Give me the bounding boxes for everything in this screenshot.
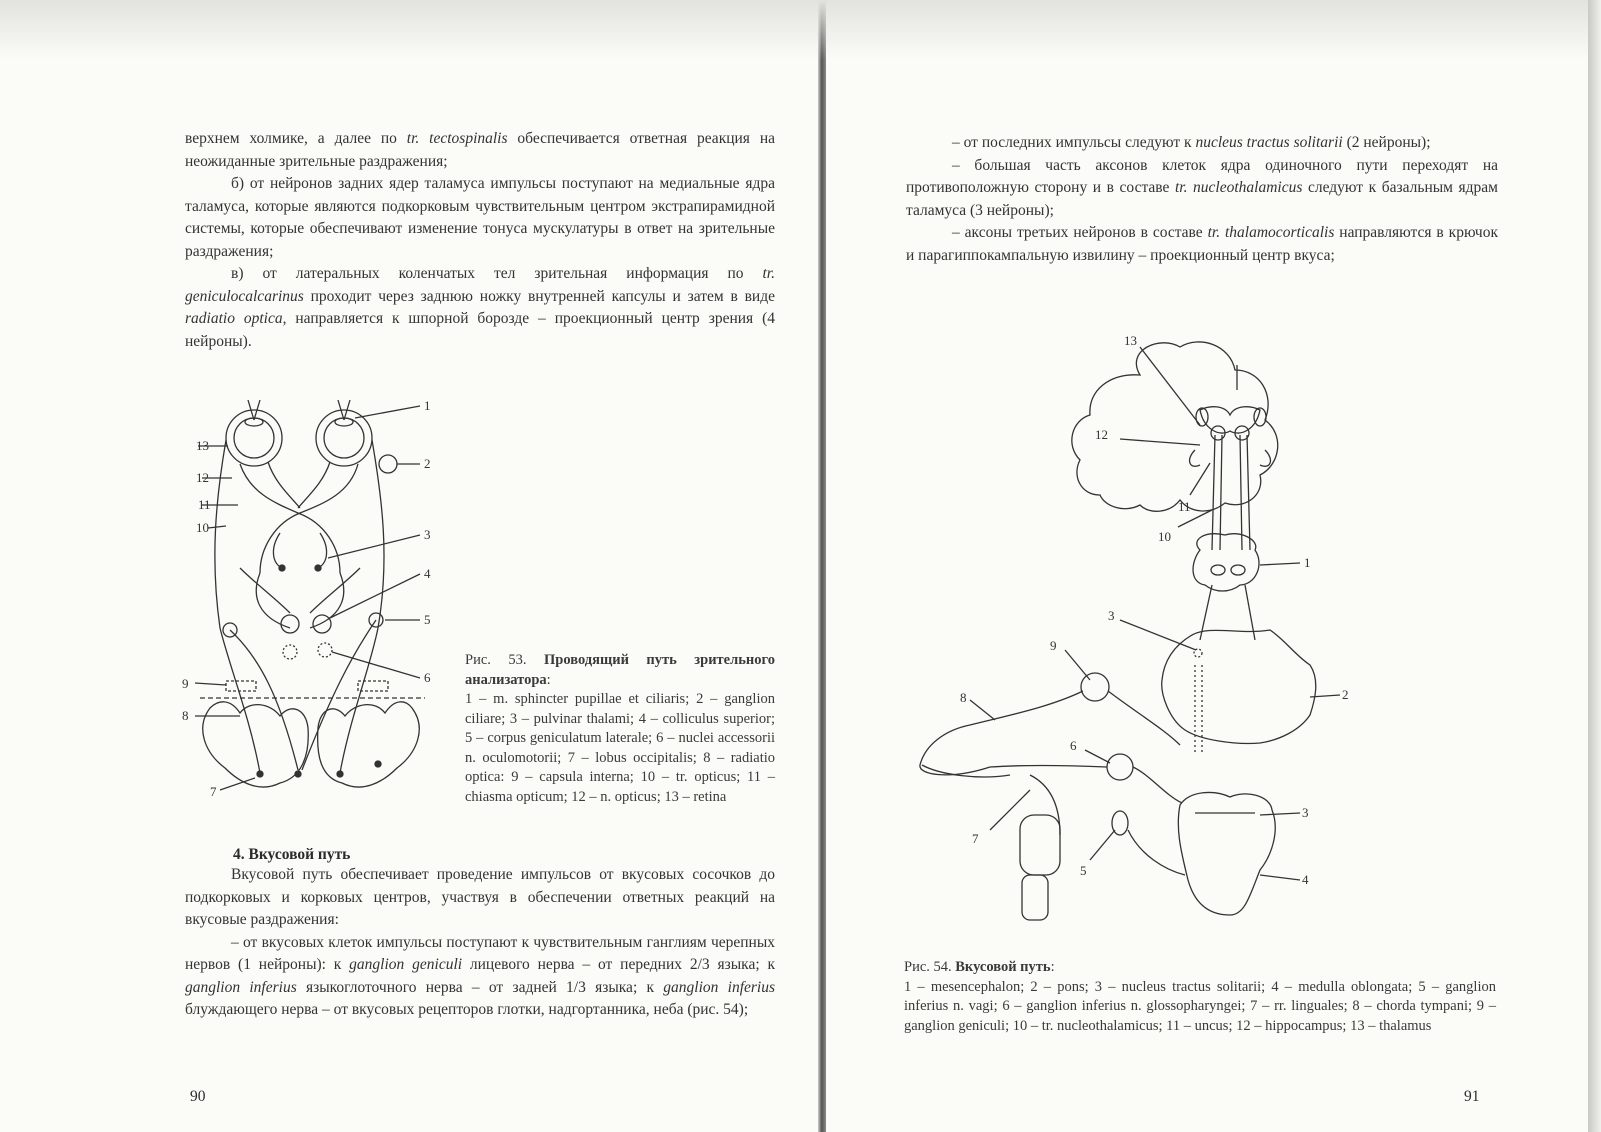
- ganglion-geniculi: [1081, 673, 1109, 701]
- figure-54-caption: [904, 958, 1496, 1036]
- page-number-right: 91: [1464, 1088, 1480, 1105]
- paragraph: – от вкусовых клеток импульсы поступают к чувствительным ганглиям черепных нервов (1 нейроны): к ganglion geniculi лицевого нерва – от передних 2/3 языка; к ganglion inferius языкоглоточного нерва – от задней 1/3 языка; к ganglion inferius блуждающего нерва – от вкусовых рецепторов глотки, надгортанника, неба (рис. 54);: [185, 933, 776, 1018]
- fig54-label: 13: [1124, 335, 1137, 348]
- right-body-text: [906, 132, 1498, 267]
- figure-53-caption: [465, 651, 775, 807]
- fig54-label: 10: [1158, 529, 1171, 544]
- fig53-label: 5: [424, 612, 431, 627]
- fig54-label: 5: [1080, 863, 1087, 878]
- fig54-label: 7: [972, 831, 979, 846]
- top-shadow: [0, 0, 1601, 60]
- book-gutter: [818, 0, 826, 1132]
- latin-term: radiatio optica: [185, 310, 283, 327]
- paragraph: Вкусовой путь обеспечивает проведение импульсов от вкусовых сосочков до подкорковых и корковых центров, участвуя в обеспечении ответных реакций на вкусовые раздражения:: [185, 866, 775, 928]
- figure-54-taste-pathway: [900, 335, 1350, 945]
- caption-title: Проводящий путь зрительного анализатора: [465, 652, 775, 688]
- caption-text: : 1 – m. sphincter pupillae et ciliaris; 2 – ganglion ciliare; 3 – pulvinar thalami; 4 – colliculus superior; 5 – corpus geniculatum laterale; 6 – nuclei accessorii n. oculomotorii; 7 – lobus occipitalis; 8 – radiatio optica: 9 – capsula interna; 10 – tr. opticus; 11 – chiasma opticum; 12 – n. opticus; 13 – retina: [465, 671, 775, 805]
- caption-text: : 1 – mesencephalon; 2 – pons; 3 – nucleus tractus solitarii; 4 – medulla oblongata; 5 – ganglion inferius n. vagi; 6 – ganglion inferius n. glossopharyngei; 7 – rr. linguales; 8 – chorda tympani; 9 – ganglion geniculi; 10 – tr. nucleothalamicus; 11 – uncus; 12 – hippocampus; 13 – thalamus: [904, 959, 1496, 1034]
- fig53-label: 13: [196, 438, 209, 453]
- latin-term: ganglion inferius: [663, 978, 776, 996]
- fig53-label: 6: [424, 670, 431, 685]
- fig53-label: 12: [196, 470, 209, 485]
- latin-term: ganglion inferius: [185, 978, 297, 996]
- pons: [1162, 630, 1316, 743]
- fig53-label: 4: [424, 566, 431, 581]
- left-body-text-top: [185, 128, 775, 353]
- latin-term: tr. nucleothalamicus: [1174, 179, 1303, 196]
- figure-54-labels: [960, 335, 1349, 887]
- figure-53-labels: [182, 398, 431, 799]
- fig54-label: 3: [1302, 805, 1309, 820]
- latin-term: tr. tectospinalis: [406, 130, 508, 147]
- mesencephalon: [1193, 534, 1259, 591]
- paragraph: – от последних импульсы следуют к nucleus tractus solitarii (2 нейроны);: [952, 134, 1431, 151]
- paragraph: верхнем холмике, а далее по tr. tectospinalis обеспечивается ответная реакция на неожиданные зрительные раздражения;: [185, 130, 775, 170]
- fig54-label: 6: [1070, 738, 1077, 753]
- fig54-label: 4: [1302, 872, 1309, 887]
- caption-prefix: Рис. 53.: [465, 652, 544, 668]
- fig53-label: 2: [424, 456, 431, 471]
- left-body-text-bottom: [185, 864, 775, 1022]
- latin-term: tr. thalamocorticalis: [1207, 224, 1335, 241]
- fig53-label: 7: [210, 784, 217, 799]
- fig53-label: 3: [424, 527, 431, 542]
- paragraph: – аксоны третьих нейронов в составе tr. thalamocorticalis направляются в крючок и парагиппокампальную извилину – проекционный центр вкуса;: [906, 224, 1499, 264]
- fig54-label: 3: [1108, 608, 1115, 623]
- figure-53-visual-pathway: [180, 398, 445, 818]
- pharynx: [1020, 815, 1060, 875]
- page-number-left: 90: [190, 1088, 206, 1105]
- latin-term: tr. geniculocalcarinus: [185, 265, 775, 305]
- fig54-label: 8: [960, 690, 967, 705]
- section-title: 4. Вкусовой путь: [233, 846, 351, 863]
- right-edge-shadow: [1588, 0, 1601, 1132]
- ganglion-inferius-glossopharyngei: [1107, 754, 1133, 780]
- fig53-label: 1: [424, 398, 431, 413]
- paragraph: б) от нейронов задних ядер таламуса импульсы поступают на медиальные ядра таламуса, которые являются подкорковым чувствительным центром экстрапирамидной системы, которые обеспечивают изменение тонуса мускулатуры в ответ на зрительные раздражения;: [185, 175, 775, 260]
- ciliary-ganglion: [379, 455, 397, 473]
- fig54-label: 9: [1050, 638, 1057, 653]
- fig53-label: 8: [182, 708, 189, 723]
- latin-term: nucleus tractus solitarii: [1195, 134, 1343, 151]
- fig53-label: 9: [182, 676, 189, 691]
- caption-title: Вкусовой путь: [955, 959, 1051, 975]
- fig54-label: 2: [1342, 687, 1349, 702]
- paragraph: – большая часть аксонов клеток ядра одиночного пути переходят на противоположную сторону и в составе tr. nucleothalamicus следуют к базальным ядрам таламуса (3 нейроны);: [906, 156, 1498, 219]
- paragraph: в) от латеральных коленчатых тел зрительная информация по tr. geniculocalcarinus проходит через заднюю ножку внутренней капсулы и затем в виде radiatio optica, направляется к шпорной борозде – проекционный центр зрения (4 нейроны).: [185, 265, 775, 350]
- latin-term: ganglion geniculi: [349, 956, 463, 973]
- fig54-label: 12: [1095, 427, 1108, 442]
- fig54-label: 11: [1178, 499, 1191, 514]
- fig53-label: 10: [196, 520, 209, 535]
- fig54-label: 1: [1304, 555, 1311, 570]
- caption-prefix: Рис. 54.: [904, 959, 956, 975]
- medulla-oblongata: [1178, 792, 1275, 915]
- fig53-label: 11: [198, 497, 211, 512]
